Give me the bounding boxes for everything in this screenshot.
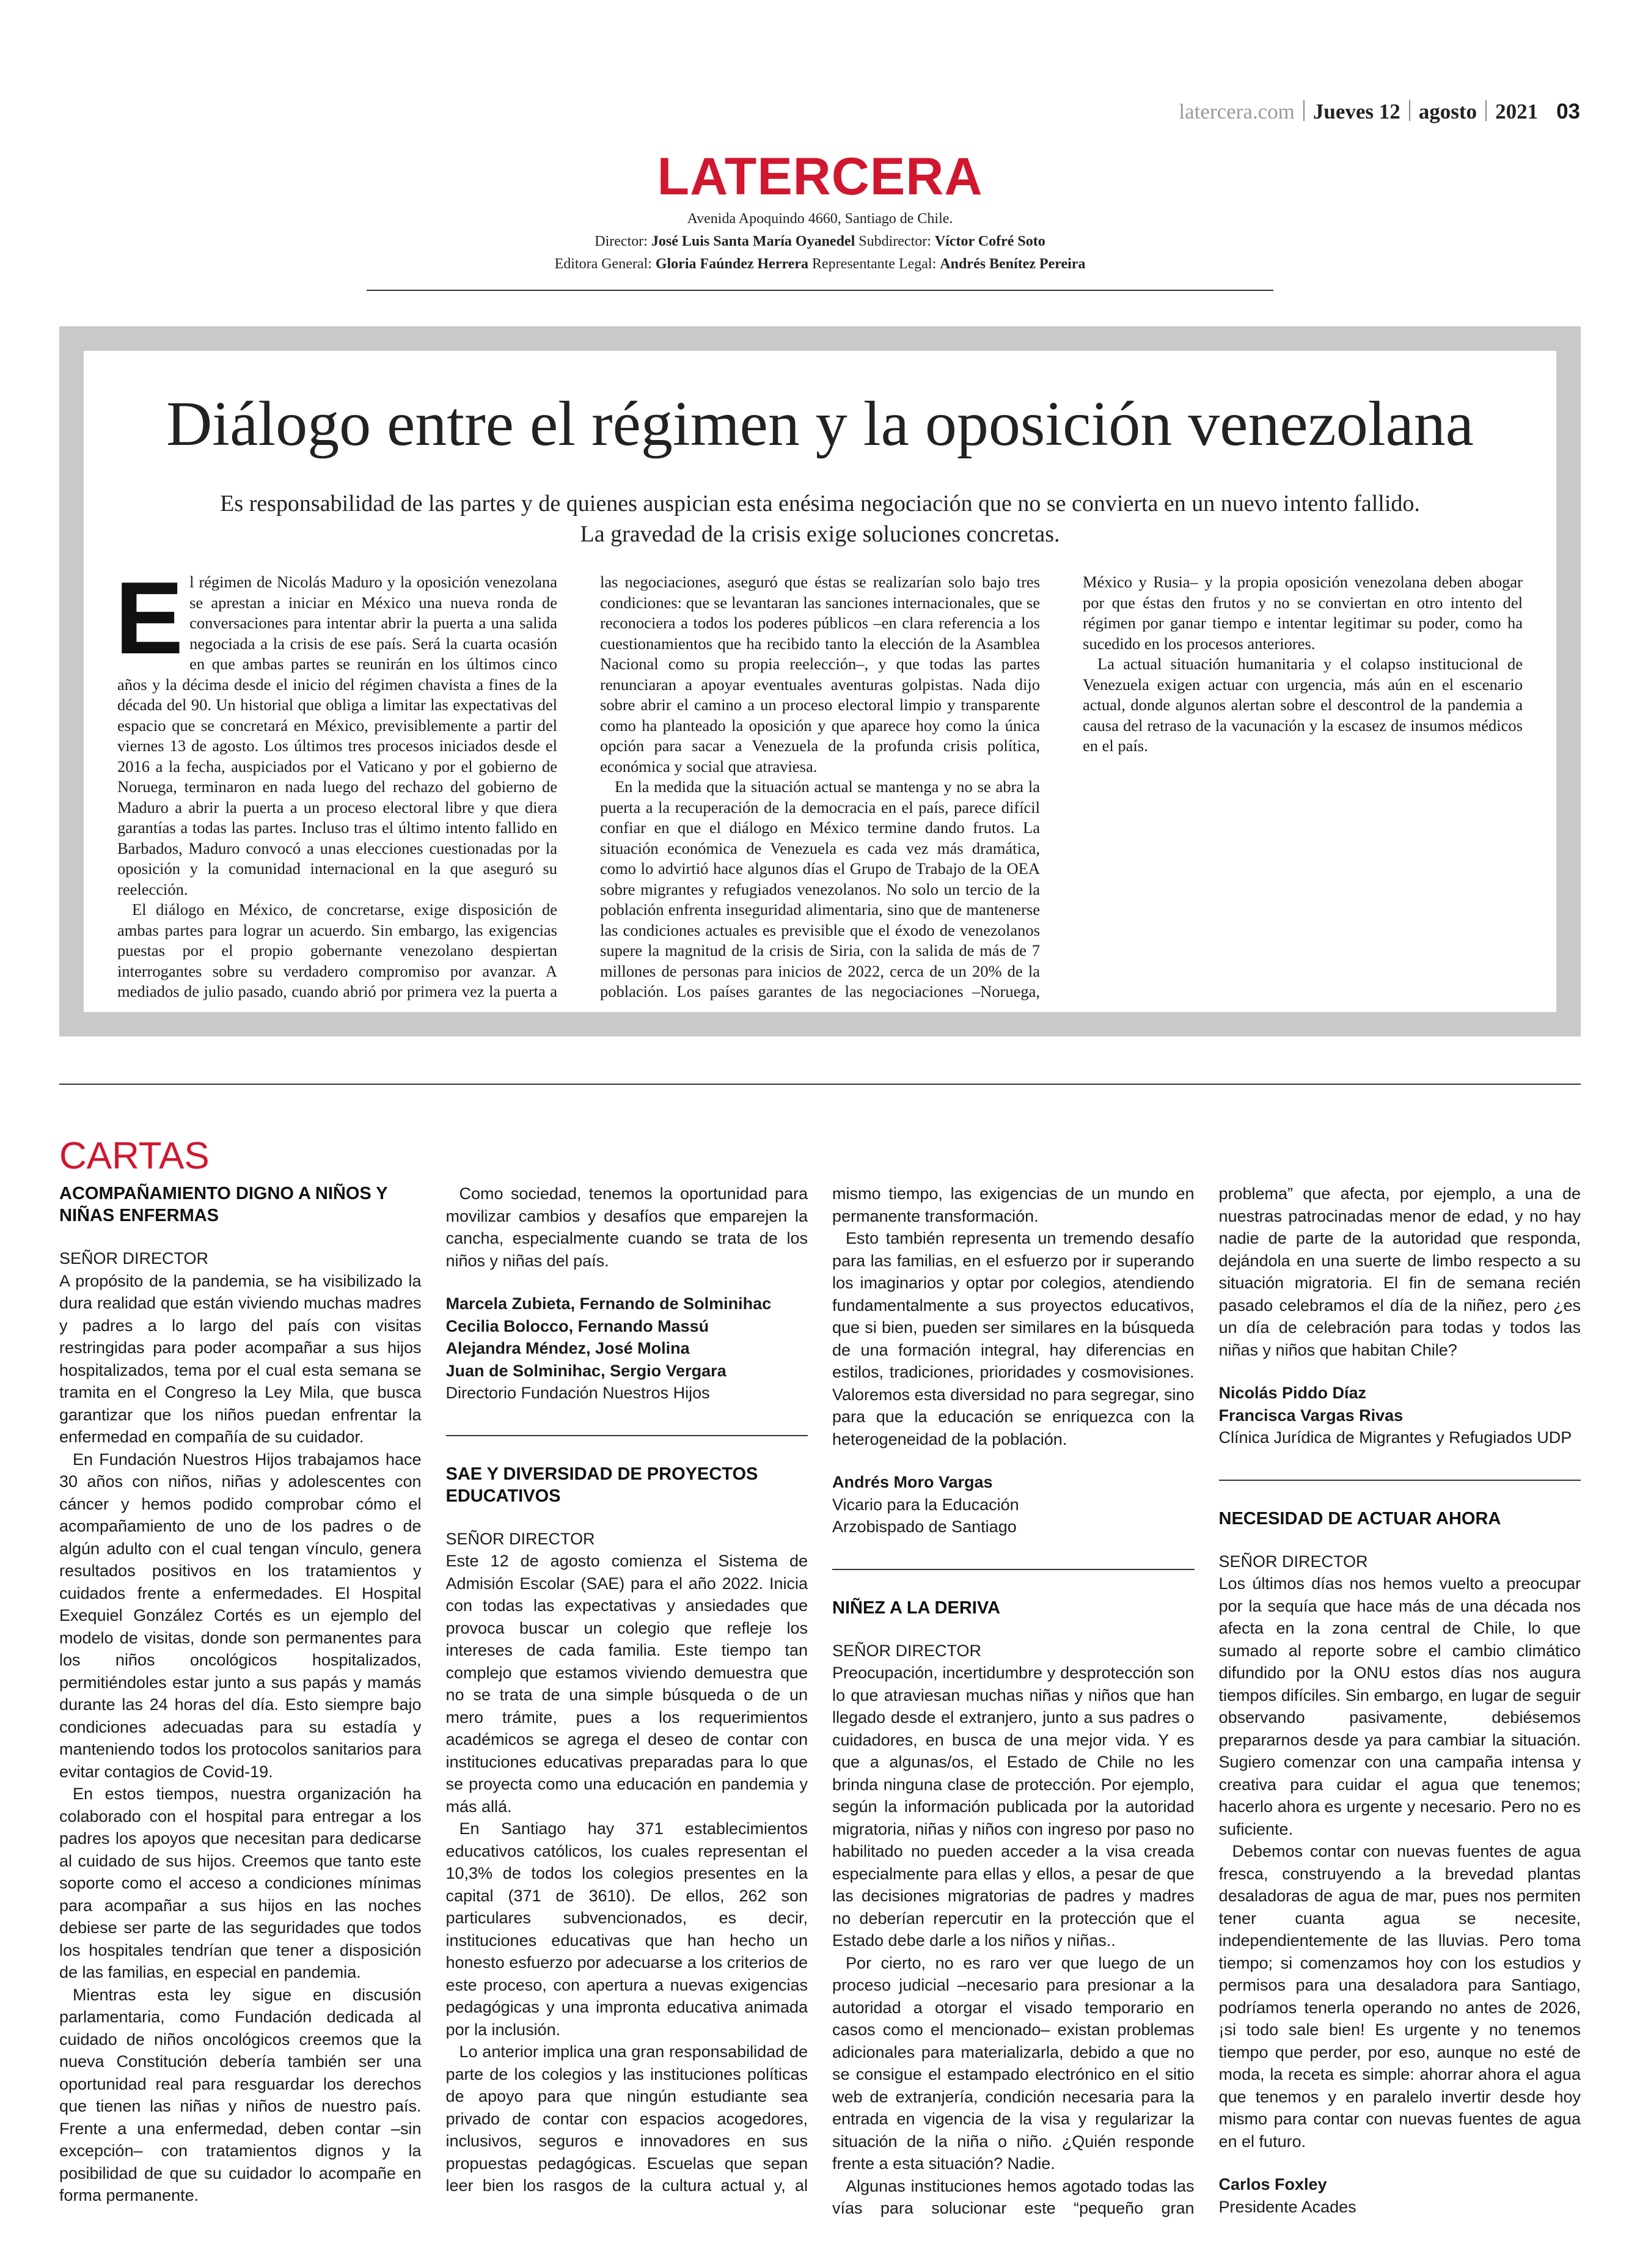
- letters-columns: [59, 1183, 1581, 2225]
- editorial-paragraph: El diálogo en México, de concretarse, exige disposición de ambas partes para lograr un acuerdo. Sin embargo, las exigencias puestas por el propio gobernante venezolano despiertan interrogantes sobre su verdadero compromiso por avanzar. A mediados de julio pasado, cuando abrió por primera vez la puerta a las negociaciones, aseguró que éstas se realizarían solo bajo tres condiciones: que se levantaran las sanciones internacionales, que se reconociera a todos los poderes públicos –en clara referencia a los cuestionamientos que ha recibido tanto la elección de la Asamblea Nacional como su propia reelección–, y que todas las partes renunciaran a apoyar eventuales aventuras golpistas. Nada dijo sobre abrir el camino a un proceso electoral limpio y transparente como ha planteado la oposición y que aparece hoy como la única opción para sacar a Venezuela de la profunda crisis política, económica y social que atraviesa.: [117, 573, 1040, 1000]
- letter-paragraph: Lo anterior implica una gran responsabilidad de parte de los colegios y las instituciones políticas de apoyo para que ningún estudiante sea privado de contar con espacios acogedores, inclusivos, seguros e innovadores en sus propuestas pedagógicas. Escuelas que sepan leer bien los rasgos de la cultura actual y, al mismo tiempo, las exigencias de un mundo en permanente transformación.: [445, 1184, 1195, 2195]
- folio-divider: [1485, 100, 1487, 121]
- subdirector-label: Subdirector:: [858, 233, 931, 249]
- letter-title: NIÑEZ A LA DERIVA: [832, 1598, 1000, 1618]
- letter-title: ACOMPAÑAMIENTO DIGNO A NIÑOS Y NIÑAS ENFERMAS: [59, 1184, 388, 1225]
- letter-paragraph: Por cierto, no es raro ver que luego de un proceso judicial –necesario para presionar a la autoridad a otorgar el visado temporario en casos como el mencionado– existan problemas adicionales para materializarla, debido a que no se consigue el estampado electrónico en el sitio web de extranjería, condición necesaria para la entrada en vigencia de la visa y regularizar la situación de la niña o niño. ¿Quién responde frente a esta situación? Nadie.: [832, 1953, 1195, 2173]
- signer-name: Alejandra Méndez, José Molina: [445, 1339, 690, 1357]
- editorial-lede-line: La gravedad de la crisis exige soluciones concretas.: [580, 521, 1060, 547]
- masthead-rule: [367, 290, 1273, 291]
- signer-organization: Arzobispado de Santiago: [832, 1518, 1017, 1536]
- letter-paragraph: En Fundación Nuestros Hijos trabajamos hace 30 años con niños, niñas y adolescentes con cáncer y hemos podido comprobar cómo el acompañamiento de uno de los padres o de algún adulto con el cual tengan vínculo, genera resultados positivos en los tratamientos y cuidados frente a enfermedades. El Hospital Exequiel González Cortés es un ejemplo del modelo de visitas, donde son permanentes para los niños oncológicos hospitalizados, permitiéndoles estar junto a sus papás y mamás durante las 24 horas del día. Esto siempre bajo condiciones adecuadas para su estadía y manteniendo todos los protocolos sanitarios para evitar contagios de Covid-19.: [59, 1450, 422, 1781]
- letter-paragraph: En Santiago hay 371 establecimientos educativos católicos, los cuales representan el 10,3% de todos los colegios presentes en la capital (371 de 3610). De ellos, 262 son particulares subvencionados, es decir, instituciones educativas que han hecho un honesto esfuerzo por adecuarse a los criterios de este proceso, con apertura a nuevas exigencias pedagógicas y una impronta educativa animada por la inclusión.: [445, 1819, 808, 2039]
- newspaper-logo: LATERCERA: [657, 147, 983, 206]
- signer-name: Cecilia Bolocco, Fernando Massú: [445, 1316, 709, 1335]
- editorial-inner: [84, 351, 1556, 1012]
- imprint-block: [0, 208, 1640, 276]
- signer-organization: Directorio Fundación Nuestros Hijos: [445, 1384, 710, 1402]
- signer-name: Marcela Zubieta, Fernando de Solminihac: [445, 1294, 772, 1313]
- letter-paragraph: En estos tiempos, nuestra organización ha colaborado con el hospital para entregar a los padres los apoyos que necesitan para dedicarse al cuidado de sus hijos. Creemos que tanto este soporte como el acceso a condiciones mínimas para acompañar a sus hijos en las noches debiese ser parte de las seguridades que todos los hospitales tendrían que tener a disposición de las familias, en especial en pandemia.: [59, 1785, 422, 1981]
- letter-paragraph: Mientras esta ley sigue en discusión parlamentaria, como Fundación dedicada al cuidado de niños oncológicos creemos que la nueva Constitución debería también ser una oportunidad real para resguardar los derechos que tienen las niñas y niños de nuestro país. Frente a una enfermedad, deben contar –sin excepción– con tratamientos dignos y la posibilidad de que su cuidador lo acompañe en forma permanente.: [59, 1985, 422, 2204]
- site-url: latercera.com: [1179, 100, 1295, 123]
- representante-label: Representante Legal:: [812, 256, 937, 272]
- letter: [1219, 1508, 1581, 2218]
- directors-line: [0, 230, 1640, 253]
- letter-signature: [446, 1293, 808, 1404]
- subdirector-name: Víctor Cofré Soto: [934, 233, 1045, 249]
- editorial-paragraph-text: l régimen de Nicolás Maduro y la oposición venezolana se aprestan a iniciar en México una nueva ronda de conversaciones para intentar abrir la puerta a una salida negociada a la crisis de ese país. Será la cuarta ocasión en que ambas partes se reunirán en los últimos cinco años y la décima desde el inicio del régimen chavista a fines de la década del 90. Un historial que obliga a limitar las expectativas del espacio que se concretará en México, previsiblemente a partir del viernes 13 de agosto. Los últimos tres procesos iniciados desde el 2016 a la fecha, auspiciados por el Vaticano y por el gobierno de Noruega, terminaron en nada luego del rechazo del gobierno de Maduro a abrir la puerta a un proceso electoral libre y que diera garantías a todas las partes. Incluso tras el último intento fallido en Barbados, Maduro convocó a unas elecciones cuestionadas por la oposición y la comunidad internacional en la que aseguró su reelección.: [117, 573, 557, 898]
- cartas-rule: [59, 1084, 1581, 1085]
- representante-name: Andrés Benítez Pereira: [940, 256, 1086, 272]
- editorial-body: [115, 560, 1523, 1012]
- letter-paragraph: Este 12 de agosto comienza el Sistema de Admisión Escolar (SAE) para el año 2022. Inicia con todas las expectativas y ansiedades que provoca buscar un colegio que refleje los intereses de cada familia. Este tiempo tan complejo que estamos viviendo demuestra que no se trata de una simple búsqueda o de un mero trámite, pues a los requerimientos académicos se agrega el deseo de contar con instituciones educativas preparadas para lo que se proyecta como una educación en pandemia y más allá.: [445, 1552, 808, 1816]
- letter-salute: SEÑOR DIRECTOR: [1218, 1552, 1368, 1571]
- address: Avenida Apoquindo 4660, Santiago de Chile.: [687, 211, 953, 227]
- cartas-section-title: CARTAS: [59, 1135, 210, 1178]
- letter-signature: [1219, 1382, 1581, 1449]
- page-number: 03: [1556, 100, 1580, 123]
- signer-name: Juan de Solminihac, Sergio Vergara: [445, 1361, 727, 1380]
- letter-salute: SEÑOR DIRECTOR: [445, 1529, 595, 1548]
- letter-divider: [832, 1569, 1195, 1570]
- director-name: José Luis Santa María Oyanedel: [651, 233, 855, 249]
- letter-paragraph: Como sociedad, tenemos la oportunidad para movilizar cambios y desafíos que emparejen la cancha, especialmente cuando se trata de los niños y niñas del país.: [445, 1184, 808, 1270]
- folio-divider: [1303, 100, 1305, 121]
- signer-name: Nicolás Piddo Díaz: [1218, 1384, 1367, 1402]
- folio-day: Jueves 12: [1312, 100, 1400, 123]
- signer-name: Andrés Moro Vargas: [832, 1473, 993, 1491]
- letter-paragraph: Preocupación, incertidumbre y desprotección son lo que atraviesan muchas niñas y niños que han llegado desde el extranjero, junto a sus padres o cuidadores, en busca de una mejor vida. Y es que a algunas/os, el Estado de Chile no les brinda ninguna clase de protección. Por ejemplo, según la información publicada por la autoridad migratoria, niñas y niños con ingreso por paso no habilitado no pueden acceder a la visa creada especialmente para ellas y ellos, a pesar de que las decisiones migratorias de padres y madres no deberían repercutir en la protección que el Estado debe darle a los niños y niñas..: [832, 1664, 1195, 1950]
- editorial-box: [59, 326, 1581, 1037]
- editorial-lede: [120, 488, 1520, 549]
- dropcap: E: [115, 560, 184, 675]
- editorial-title: Diálogo entre el régimen y la oposición venezolana: [166, 389, 1474, 459]
- letter-signature: [832, 1471, 1195, 1538]
- editorial-paragraph: En la medida que la situación actual se mantenga y no se abra la puerta a la recuperación de la democracia en el país, parece difícil confiar en que el diálogo en México termine dando frutos. La situación económica de Venezuela es cada vez más dramática, como lo advirtió hace algunos días el Grupo de Trabajo de la OEA sobre migrantes y refugiados venezolanos. No solo un tercio de la población enfrenta inseguridad alimentaria, sino que de mantenerse las condiciones actuales es previsible que el éxodo de venezolanos supere la magnitud de la crisis de Siria, con la salida de más de 7 millones de personas para inicios de 2022, cerca de un 20% de la población. Los países garantes de las negociaciones –Noruega, México y Rusia– y la propia oposición venezolana deben abogar por que éstas den frutos y no se conviertan en otro intento del régimen por ganar tiempo e intentar legitimar su poder, como ha sucedido en los procesos anteriores.: [600, 573, 1523, 1000]
- letter-title: SAE Y DIVERSIDAD DE PROYECTOS EDUCATIVOS: [445, 1464, 758, 1506]
- letter-signature: [1219, 2173, 1581, 2218]
- editora-name: Gloria Faúndez Herrera: [655, 256, 809, 272]
- signer-organization: Presidente Acades: [1218, 2197, 1356, 2216]
- editors-line: [0, 253, 1640, 276]
- letter-paragraph: Debemos contar con nuevas fuentes de agua fresca, construyendo a la brevedad plantas desaladoras de agua de mar, pues nos permiten tener cuanta agua se necesite, independientemente de las lluvias. Pero toma tiempo; si comenzamos hoy con los estudios y permisos para una desaladora para Santiago, podríamos tenerla operando no antes de 2026, ¡si todo sale bien! Es urgente y no tenemos tiempo que perder, por eso, aunque no esté de moda, la receta es simple: ahorrar ahora el agua que tenemos y en paralelo invertir desde hoy mismo para contar con nuevas fuentes de agua en el futuro.: [1218, 1842, 1581, 2151]
- letter-salute: SEÑOR DIRECTOR: [59, 1249, 209, 1268]
- signer-organization: Clínica Jurídica de Migrantes y Refugiados UDP: [1218, 1428, 1572, 1447]
- director-label: Director:: [595, 233, 648, 249]
- page-folio: [1179, 98, 1580, 124]
- folio-year: 2021: [1495, 100, 1539, 123]
- letter-divider: [1219, 1480, 1581, 1481]
- letter-paragraph: Esto también representa un tremendo desafío para las familias, en el esfuerzo por ir superando los imaginarios y optar por colegios, atendiendo fundamentalmente a sus proyectos educativos, que si bien, pueden ser similares en la búsqueda de una formación integral, hay diferencias en estilos, tradiciones, prioridades y cosmovisiones. Valoremos esta diversidad no para segregar, sino para que la educación se enriquezca con la heterogeneidad de la población.: [832, 1229, 1195, 1448]
- letter-divider: [446, 1435, 808, 1436]
- letter-salute: SEÑOR DIRECTOR: [832, 1641, 982, 1660]
- letter-paragraph: Algunas instituciones hemos agotado todas las vías para solucionar este “pequeño gran problema” que afecta, por ejemplo, a una de nuestras patrocinadas menor de edad, y no hay nadie de parte de la autoridad que responda, dejándola en una suerte de limbo respecto a su situación migratoria. El fin de semana recién pasado celebramos el día de la niñez, pero ¿es un día de celebración para todas y todos las niñas y niños que habitan Chile?: [832, 1184, 1581, 2217]
- letter-paragraph: Los últimos días nos hemos vuelto a preocupar por la sequía que hace más de una década nos afecta en la zona central de Chile, lo que sumado al reporte sobre el cambio climático difundido por la ONU estos días nos augura tiempos difíciles. Sin embargo, en lugar de seguir observando pasivamente, debiésemos prepararnos desde ya para cambiar la situación. Sugiero comenzar con una campaña intensa y creativa para cuidar el agua que tenemos; hacerlo ahora es urgente y necesario. Pero no es suficiente.: [1218, 1574, 1581, 1838]
- folio-month: agosto: [1418, 100, 1477, 123]
- letter-paragraph: A propósito de la pandemia, se ha visibilizado la dura realidad que están viviendo muchas madres y padres a lo largo del país con visitas restringidas para poder acompañar a sus hijos hospitalizados, tema por el cual esta semana se tramita en el Congreso la Ley Mila, que busca garantizar que los niños puedan enfrentar la enfermedad en compañía de su cuidador.: [59, 1271, 422, 1446]
- signer-name: Francisca Vargas Rivas: [1218, 1406, 1404, 1425]
- signer-name: Carlos Foxley: [1218, 2175, 1327, 2193]
- editorial-lede-line: Es responsabilidad de las partes y de quienes auspician esta enésima negociación que no se convierta en un nuevo intento fallido.: [220, 491, 1420, 516]
- signer-organization: Vicario para la Educación: [832, 1495, 1019, 1514]
- folio-divider: [1409, 100, 1410, 121]
- editorial-paragraph: [115, 560, 557, 900]
- editorial-paragraph: La actual situación humanitaria y el colapso institucional de Venezuela exigen actuar con urgencia, más aún en el escenario actual, donde algunos alertan sobre el descontrol de la pandemia a causa del retraso de la vacunación y la escasez de insumos médicos en el país.: [1083, 655, 1523, 755]
- editora-label: Editora General:: [554, 256, 652, 272]
- letter-title: NECESIDAD DE ACTUAR AHORA: [1218, 1508, 1501, 1529]
